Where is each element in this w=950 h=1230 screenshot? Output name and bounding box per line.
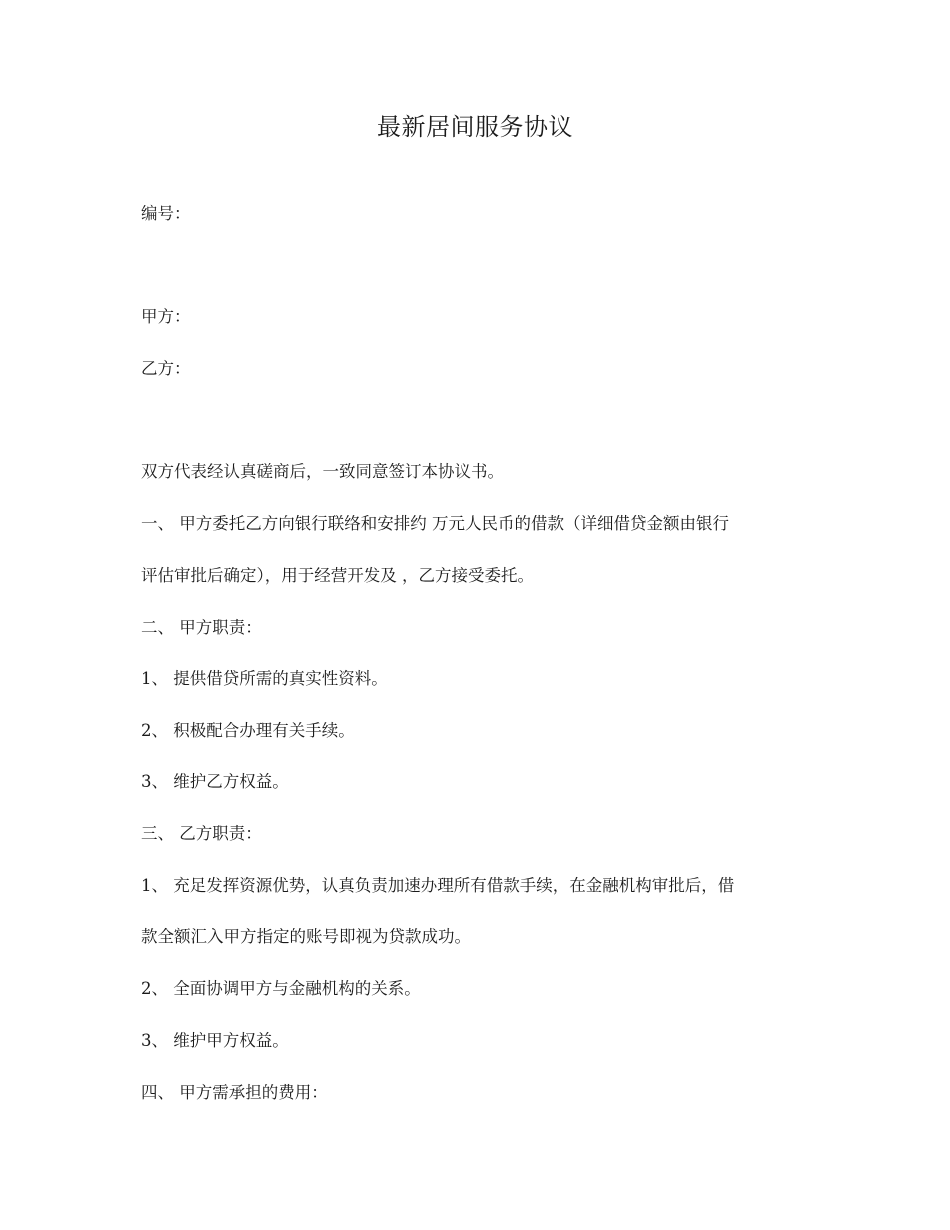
section2-item-1: 1、 提供借贷所需的真实性资料。 — [141, 669, 388, 688]
document-title: 最新居间服务协议 — [377, 113, 573, 141]
section1-line2: 评估审批后确定），用于经营开发及 ，乙方接受委托。 — [141, 566, 534, 585]
section2-item-3: 3、 维护乙方权益。 — [141, 772, 289, 791]
section3-item1-line2: 款全额汇入甲方指定的账号即视为贷款成功。 — [141, 927, 471, 946]
section4-heading: 四、 甲方需承担的费用： — [141, 1083, 328, 1102]
section2-item-2: 2、 积极配合办理有关手续。 — [141, 721, 355, 740]
section3-item-3: 3、 维护甲方权益。 — [141, 1031, 289, 1050]
section3-item-2: 2、 全面协调甲方与金融机构的关系。 — [141, 979, 421, 998]
section2-heading: 二、 甲方职责： — [141, 618, 262, 637]
contract-number-label: 编号： — [141, 204, 191, 223]
section1-line1: 一、 甲方委托乙方向银行联络和安排约 万元人民币的借款（详细借贷金额由银行 — [141, 514, 729, 533]
intro-paragraph: 双方代表经认真磋商后，一致同意签订本协议书。 — [141, 462, 504, 481]
party-a-label: 甲方： — [141, 307, 191, 326]
section3-heading: 三、 乙方职责： — [141, 824, 262, 843]
section3-item1-line1: 1、 充足发挥资源优势，认真负责加速办理所有借款手续，在金融机构审批后，借 — [141, 876, 735, 895]
party-b-label: 乙方： — [141, 359, 191, 378]
